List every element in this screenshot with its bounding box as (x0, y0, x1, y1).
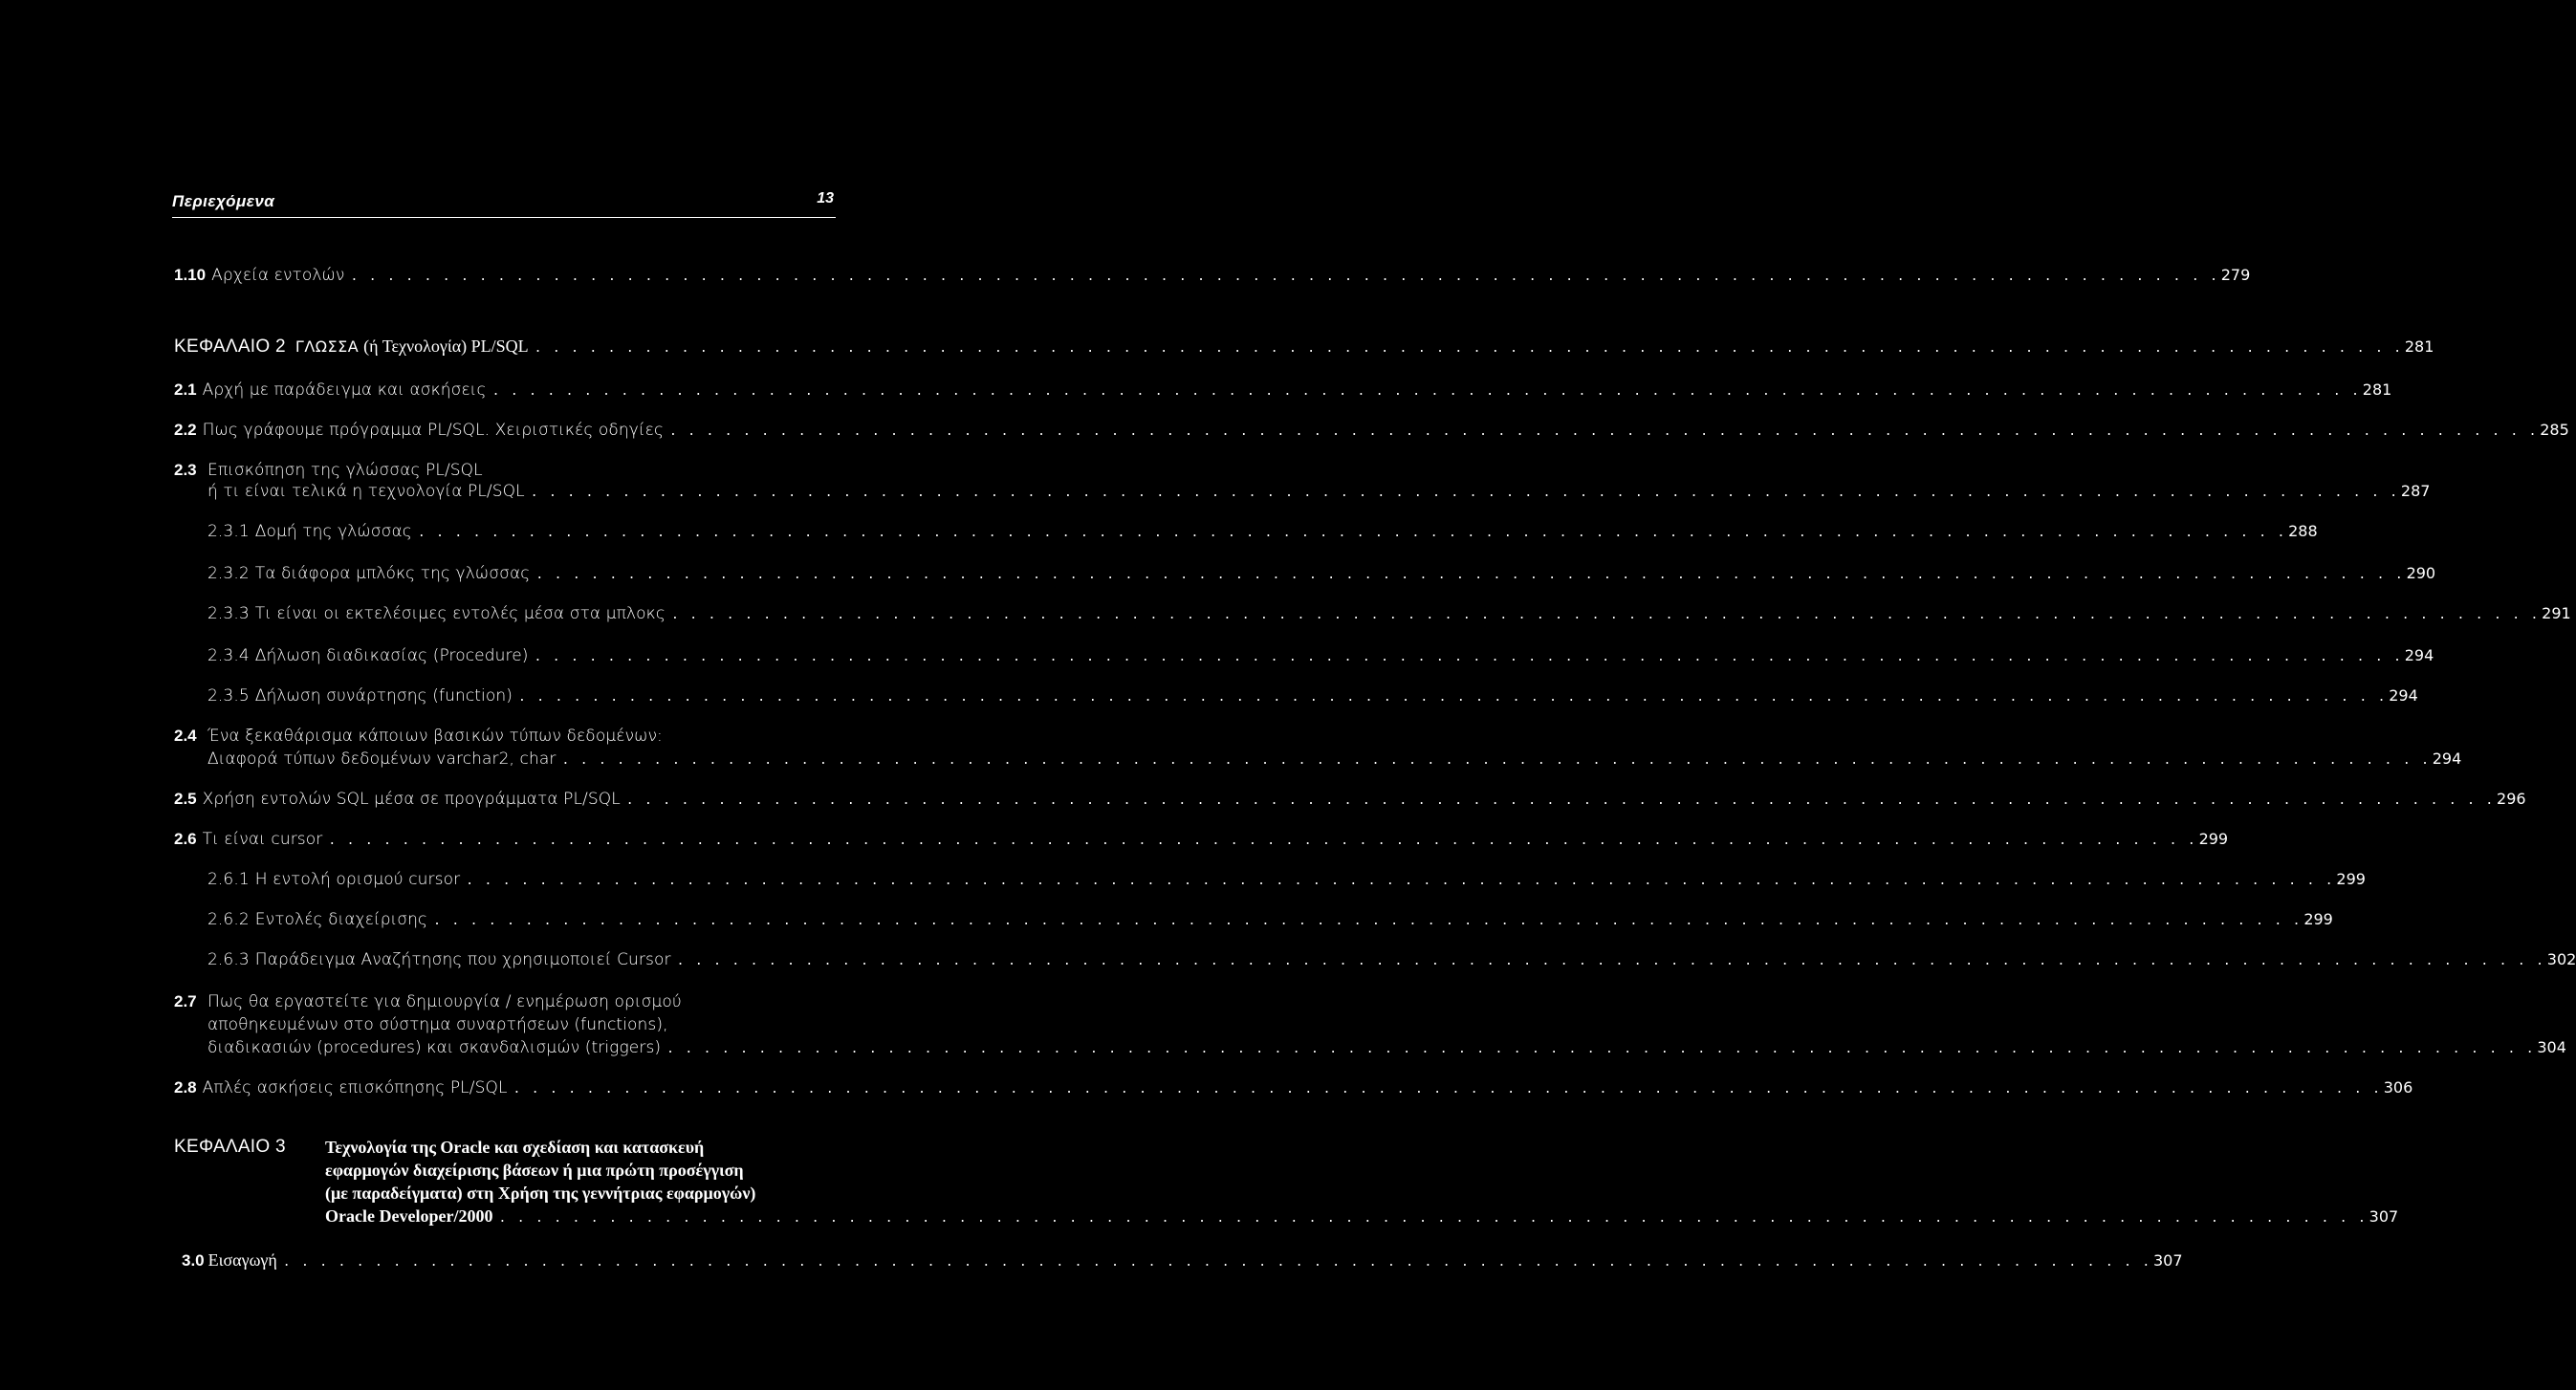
dot-leader: . . . . . . . . . . . . . . . . . . . . . . . . . . . . . . . . . . . . . . . . . . . . . . . . . . . . . . . . . . . . . . . . . . . . . . . . . . . . . . . . . . . . . . . . . . . . . . . . . . . . . . (561, 753, 2431, 768)
dot-leader: . . . . . . . . . . . . . . . . . . . . . . . . . . . . . . . . . . . . . . . . . . . . . . . . . . . . . . . . . . . . . . . . . . . . . . . . . . . . . . . . . . . . . . . . . . . . . . . . . . . . . . (666, 1042, 2536, 1056)
toc-entry-2-3[interactable] (0, 461, 2431, 503)
entry-title: Απλές ασκήσεις επισκόπησης PL/SQL (202, 1078, 508, 1097)
entry-page: 281 (2362, 380, 2392, 399)
entry-number: 2.3.1 (207, 522, 250, 541)
entry-number: 1.10 (174, 266, 207, 284)
entry-page: 296 (2497, 790, 2526, 808)
entry-number: 2.3 (174, 461, 197, 479)
chapter-label: ΚΕΦΑΛΑΙΟ 2 (174, 337, 286, 357)
entry-title-line-2: αποθηκευμένων στο σύστημα συναρτήσεων (functions), (207, 1015, 668, 1034)
dot-leader: . . . . . . . . . . . . . . . . . . . . . . . . . . . . . . . . . . . . . . . . . . . . . . . . . . . . . . . . . . . . . . . . . . . . . . . . . . . . . . . . . . . . . . . . . . . . . . . . . . . . . . (498, 1211, 2368, 1226)
entry-title-line-1: Πως θα εργαστείτε για δημιουργία / ενημέρωση ορισμού (207, 992, 682, 1011)
entry-title: Χρήση εντολών SQL μέσα σε προγράμματα PL/SQL (202, 790, 621, 809)
entry-page: 306 (2383, 1078, 2413, 1097)
entry-title: Αρχεία εντολών (211, 266, 345, 285)
dot-leader: . . . . . . . . . . . . . . . . . . . . . . . . . . . . . . . . . . . . . . . . . . . . . . . . . . . . . . . . . . . . . . . . . . . . . . . . . . . . . . . . . . . . . . . . . . . . . . . . . . . . . . (530, 486, 2399, 500)
entry-title: Τα διάφορα μπλόκς της γλώσσας (254, 564, 531, 583)
entry-page: 299 (2303, 910, 2333, 928)
chapter-title-line-3: (με παραδείγματα) στη Χρήση της γεννήτριας εφαρμογών) (325, 1184, 756, 1203)
entry-title: Τι είναι οι εκτελέσιμες εντολές μέσα στα μπλοκς (254, 604, 666, 623)
entry-title: Πως γράφουμε πρόγραμμα PL/SQL. Χειριστικές οδηγίες (202, 421, 665, 440)
entry-number: 2.6.2 (207, 910, 250, 929)
dot-leader: . . . . . . . . . . . . . . . . . . . . . . . . . . . . . . . . . . . . . . . . . . . . . . . . . . . . . . . . . . . . . . . . . . . . . . . . . . . . . . . . . . . . . . . . . . . . . . . . . . . . . . (669, 424, 2539, 439)
entry-title: Αρχή με παράδειγμα και ασκήσεις (202, 380, 487, 400)
chapter-title-rest: (ή Τεχνολογία) PL/SQL (363, 337, 529, 356)
chapter-title-caps: ΓΛΩΣΣΑ (295, 337, 360, 356)
entry-page: 279 (2220, 266, 2251, 284)
entry-title: Εισαγωγή (207, 1250, 277, 1270)
dot-leader: . . . . . . . . . . . . . . . . . . . . . . . . . . . . . . . . . . . . . . . . . . . . . . . . . . . . . . . . . . . . . . . . . . . . . . . . . . . . . . . . . . . . . . . . . . . . . . . . . . . . . . (417, 526, 2287, 540)
entry-title: Εντολές διαχείρισης (254, 910, 428, 929)
dot-leader: . . . . . . . . . . . . . . . . . . . . . . . . . . . . . . . . . . . . . . . . . . . . . . . . . . . . . . . . . . . . . . . . . . . . . . . . . . . . . . . . . . . . . . . . . . . . . . . . . . . . . . (350, 270, 2219, 284)
entry-number: 2.3.2 (207, 564, 250, 583)
entry-number: 2.7 (174, 992, 197, 1010)
dot-leader: . . . . . . . . . . . . . . . . . . . . . . . . . . . . . . . . . . . . . . . . . . . . . . . . . . . . . . . . . . . . . . . . . . . . . . . . . . . . . . . . . . . . . . . . . . . . . . . . . . . . . . (282, 1255, 2151, 1270)
entry-page: 294 (2404, 646, 2434, 664)
entry-page: 287 (2400, 482, 2431, 500)
chapter-title-line-4: Oracle Developer/2000 (325, 1206, 493, 1226)
entry-title-line-2: Διαφορά τύπων δεδομένων varchar2, char (207, 749, 557, 769)
entry-title: Δομή της γλώσσας (254, 522, 412, 541)
dot-leader: . . . . . . . . . . . . . . . . . . . . . . . . . . . . . . . . . . . . . . . . . . . . . . . . . . . . . . . . . . . . . . . . . . . . . . . . . . . . . . . . . . . . . . . . . . . . . . . . . . . . . . (670, 608, 2541, 622)
entry-title-line-1: Επισκόπηση της γλώσσας PL/SQL (207, 461, 483, 480)
toc-entry-2-7[interactable] (0, 992, 2566, 1059)
entry-title: Δήλωση συνάρτησης (function) (254, 686, 513, 706)
chapter-title-line-1: Τεχνολογία της Oracle και σχεδίαση και κατασκευή (325, 1138, 705, 1157)
dot-leader: . . . . . . . . . . . . . . . . . . . . . . . . . . . . . . . . . . . . . . . . . . . . . . . . . . . . . . . . . . . . . . . . . . . . . . . . . . . . . . . . . . . . . . . . . . . . . . . . . . . . . . (535, 568, 2405, 582)
entry-page: 299 (2336, 870, 2366, 888)
dot-leader: . . . . . . . . . . . . . . . . . . . . . . . . . . . . . . . . . . . . . . . . . . . . . . . . . . . . . . . . . . . . . . . . . . . . . . . . . . . . . . . . . . . . . . . . . . . . . . . . . . . . . . (676, 954, 2545, 968)
entry-page: 294 (2389, 686, 2418, 705)
dot-leader: . . . . . . . . . . . . . . . . . . . . . . . . . . . . . . . . . . . . . . . . . . . . . . . . . . . . . . . . . . . . . . . . . . . . . . . . . . . . . . . . . . . . . . . . . . . . . . . . . . . . . . (433, 914, 2303, 928)
dot-leader: . . . . . . . . . . . . . . . . . . . . . . . . . . . . . . . . . . . . . . . . . . . . . . . . . . . . . . . . . . . . . . . . . . . . . . . . . . . . . . . . . . . . . . . . . . . . . . . . . . . . . . (513, 1082, 2382, 1097)
entry-number: 3.0 (182, 1251, 205, 1270)
entry-title: Τι είναι cursor (202, 830, 323, 849)
entry-number: 2.3.3 (207, 604, 250, 623)
chapter-title-line-2: εφαρμογών διαχείρισης βάσεων ή μια πρώτη προσέγγιση (325, 1161, 744, 1180)
entry-number: 2.1 (174, 380, 197, 399)
entry-page: 304 (2537, 1038, 2566, 1056)
toc-chapter-3[interactable] (0, 1137, 2399, 1229)
entry-title-line-1: Ένα ξεκαθάρισμα κάποιων βασικών τύπων δεδομένων: (207, 727, 663, 746)
entry-title-line-3: διαδικασιών (procedures) και σκανδαλισμών (triggers) (207, 1038, 662, 1057)
entry-page: 302 (2546, 950, 2576, 968)
header-page-number: 13 (817, 190, 834, 206)
dot-leader: . . . . . . . . . . . . . . . . . . . . . . . . . . . . . . . . . . . . . . . . . . . . . . . . . . . . . . . . . . . . . . . . . . . . . . . . . . . . . . . . . . . . . . . . . . . . . . . . . . . . . . (534, 650, 2403, 664)
entry-number: 2.3.5 (207, 686, 250, 706)
entry-page: 291 (2542, 604, 2571, 622)
entry-number: 2.6.1 (207, 870, 250, 889)
dot-leader: . . . . . . . . . . . . . . . . . . . . . . . . . . . . . . . . . . . . . . . . . . . . . . . . . . . . . . . . . . . . . . . . . . . . . . . . . . . . . . . . . . . . . . . . . . . . . . . . . . . . . . (625, 793, 2496, 808)
entry-title: Δήλωση διαδικασίας (Procedure) (254, 646, 529, 665)
toc-entry-2-4[interactable] (0, 727, 2462, 769)
entry-page: 281 (2404, 337, 2434, 356)
entry-number: 2.6 (174, 830, 197, 848)
header-title: Περιεχόμενα (172, 192, 275, 210)
entry-page: 285 (2540, 421, 2569, 439)
dot-leader: . . . . . . . . . . . . . . . . . . . . . . . . . . . . . . . . . . . . . . . . . . . . . . . . . . . . . . . . . . . . . . . . . . . . . . . . . . . . . . . . . . . . . . . . . . . . . . . . . . . . . . (328, 834, 2197, 848)
entry-page: 290 (2406, 564, 2436, 582)
entry-number: 2.8 (174, 1078, 197, 1097)
entry-number: 2.4 (174, 727, 197, 745)
dot-leader: . . . . . . . . . . . . . . . . . . . . . . . . . . . . . . . . . . . . . . . . . . . . . . . . . . . . . . . . . . . . . . . . . . . . . . . . . . . . . . . . . . . . . . . . . . . . . . . . . . . . . . (466, 874, 2335, 888)
entry-title: Η εντολή ορισμού cursor (254, 870, 461, 889)
entry-page: 288 (2288, 522, 2318, 540)
entry-title-line-2: ή τι είναι τελικά η τεχνολογία PL/SQL (207, 482, 525, 501)
dot-leader: . . . . . . . . . . . . . . . . . . . . . . . . . . . . . . . . . . . . . . . . . . . . . . . . . . . . . . . . . . . . . . . . . . . . . . . . . . . . . . . . . . . . . . . . . . . . . . . . . . . . . . (517, 690, 2388, 705)
entry-number: 2.5 (174, 790, 197, 808)
entry-page: 307 (2153, 1251, 2183, 1270)
dot-leader: . . . . . . . . . . . . . . . . . . . . . . . . . . . . . . . . . . . . . . . . . . . . . . . . . . . . . . . . . . . . . . . . . . . . . . . . . . . . . . . . . . . . . . . . . . . . . . . . . . . . . . (491, 384, 2361, 399)
entry-page: 294 (2432, 749, 2462, 768)
dot-leader: . . . . . . . . . . . . . . . . . . . . . . . . . . . . . . . . . . . . . . . . . . . . . . . . . . . . . . . . . . . . . . . . . . . . . . . . . . . . . . . . . . . . . . . . . . . . . . . . . . . . . . (534, 341, 2403, 356)
chapter-label: ΚΕΦΑΛΑΙΟ 3 (174, 1137, 286, 1157)
entry-number: 2.3.4 (207, 646, 250, 665)
entry-number: 2.2 (174, 421, 197, 439)
entry-number: 2.6.3 (207, 950, 250, 969)
entry-page: 307 (2369, 1207, 2399, 1226)
entry-title: Παράδειγμα Αναζήτησης που χρησιμοποιεί Cursor (254, 950, 671, 969)
entry-page: 299 (2198, 830, 2229, 848)
page-header (172, 186, 836, 218)
